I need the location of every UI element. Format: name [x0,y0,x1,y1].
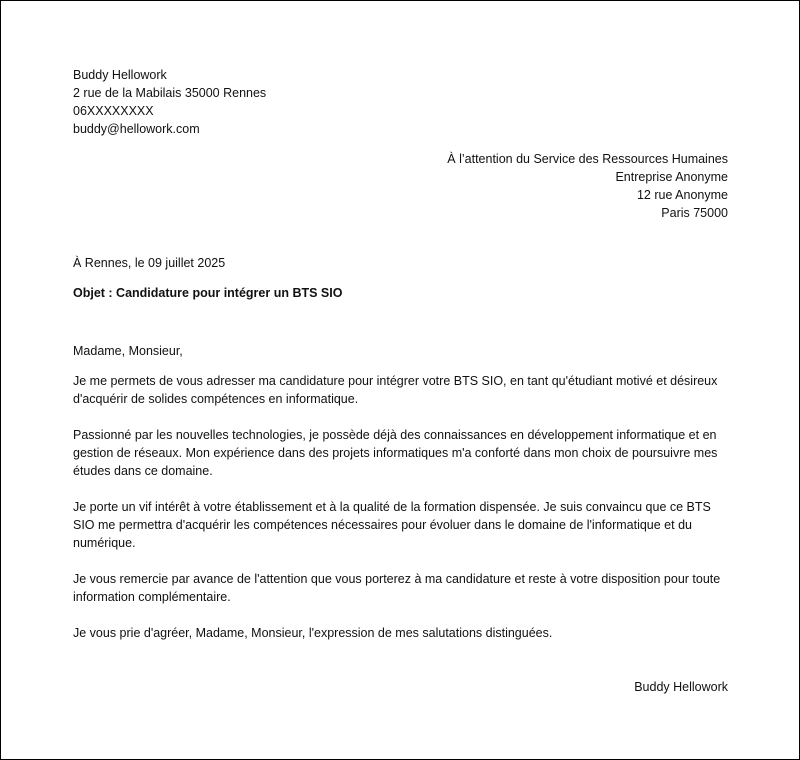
paragraph-5: Je vous prie d'agréer, Madame, Monsieur, l'expression de mes salutations distinguées. [73,626,553,640]
paragraph-4: Je vous remercie par avance de l'attention que vous porterez à ma candidature et reste à votre disposition pour toute information complémentaire. [73,572,721,604]
recipient-street: 12 rue Anonyme [636,188,728,202]
sender-name: Buddy Hellowork [73,68,167,82]
sender-address: 2 rue de la Mabilais 35000 Rennes [73,86,267,100]
sender-email: buddy@hellowork.com [73,122,200,136]
paragraph-2: Passionné par les nouvelles technologies, je possède déjà des connaissances en développement informatique et en gestion de réseaux. Mon expérience dans des projets informatiques m'a conforté dans mon choix de poursuivre mes études dans ce domaine. [73,428,718,478]
subject-line: Objet : Candidature pour intégrer un BTS SIO [73,286,343,300]
letter-content [73,66,728,696]
date-line: À Rennes, le 09 juillet 2025 [73,256,226,270]
recipient-block [73,150,728,222]
paragraph-1: Je me permets de vous adresser ma candidature pour intégrer votre BTS SIO, en tant qu'étudiant motivé et désireux d'acquérir de solides compétences en informatique. [73,374,718,406]
recipient-city: Paris 75000 [661,206,728,220]
sender-block [73,66,728,138]
greeting: Madame, Monsieur, [73,344,183,358]
recipient-attention: À l’attention du Service des Ressources Humaines [447,152,728,166]
sender-phone: 06XXXXXXXX [73,104,154,118]
recipient-company: Entreprise Anonyme [615,170,728,184]
signature: Buddy Hellowork [634,680,728,694]
paragraph-3: Je porte un vif intérêt à votre établissement et à la qualité de la formation dispensée. Je suis convaincu que ce BTS SIO me permettra d'acquérir les compétences nécessaires pour évoluer dans le domaine de l'informatique et du numérique. [73,500,711,550]
